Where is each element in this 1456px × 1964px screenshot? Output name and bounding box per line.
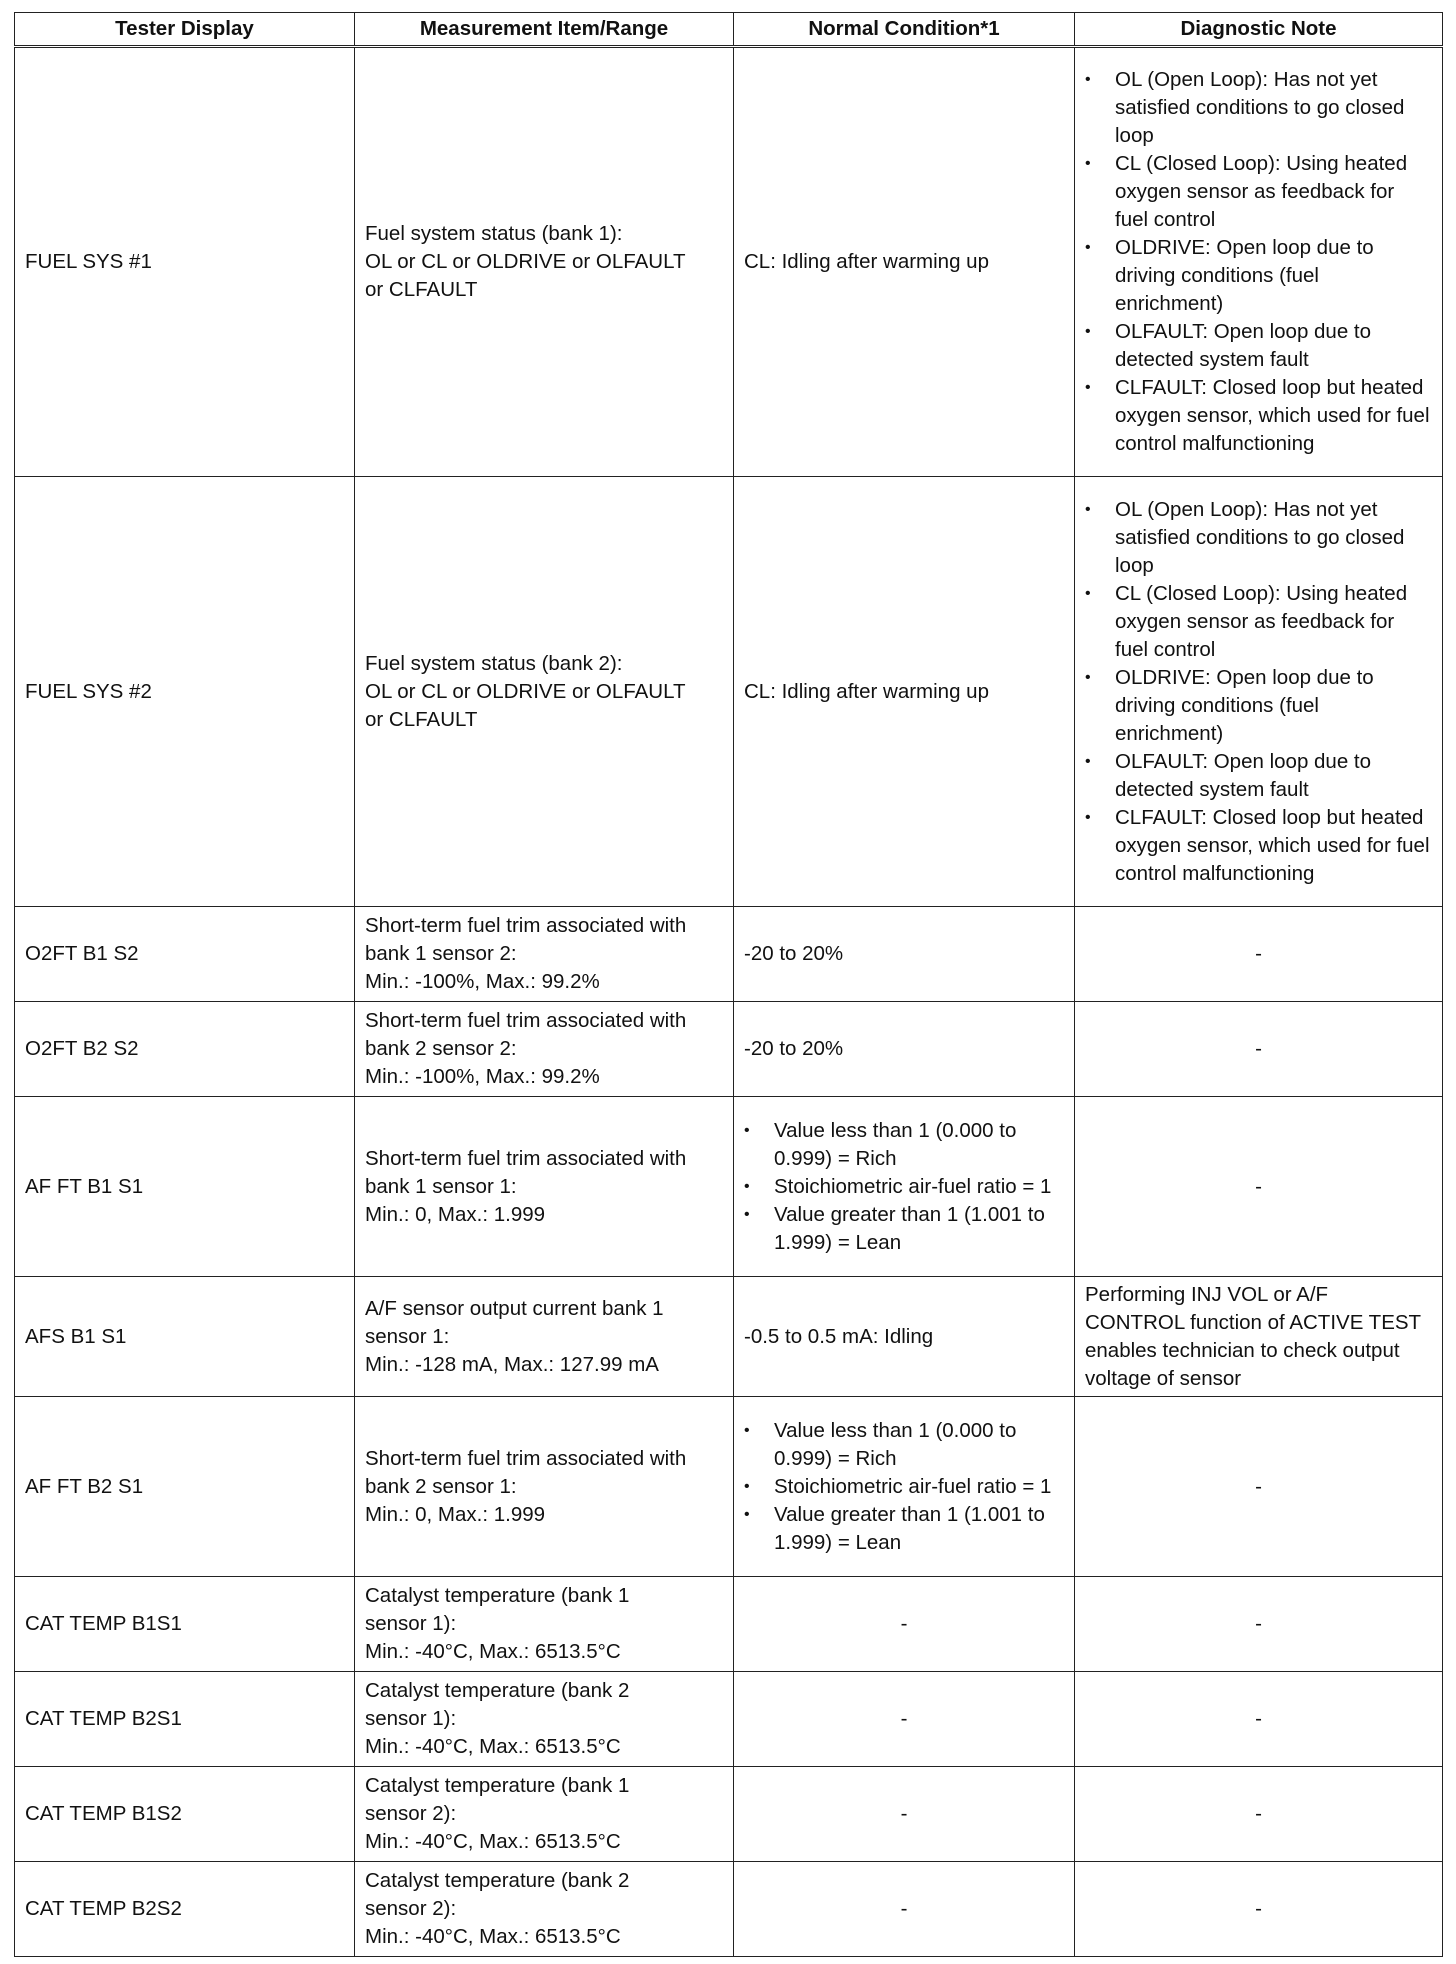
table-row — [15, 1862, 1443, 1957]
table-row — [15, 1002, 1443, 1097]
measurement-line: Min.: 0, Max.: 1.999 — [365, 1502, 546, 1526]
diagnostic-note-bullet: • CL (Closed Loop): Using heated oxygen sensor as feedback for fuel control — [1083, 580, 1432, 664]
header-tester-display: Tester Display — [15, 13, 355, 47]
cell-measurement-item-range — [355, 47, 734, 477]
header-row — [15, 13, 1443, 47]
normal-condition-bullet: • Value less than 1 (0.000 to 0.999) = Rich — [742, 1417, 1064, 1473]
table-row — [15, 1397, 1443, 1577]
diagnostic-note-bullet: • CL (Closed Loop): Using heated oxygen sensor as feedback for fuel control — [1083, 150, 1432, 234]
measurement-line: Min.: 0, Max.: 1.999 — [365, 1202, 546, 1226]
cell-tester-display: O2FT B1 S2 — [15, 907, 355, 1002]
cell-diagnostic-note — [1075, 477, 1443, 907]
diagnostic-note-bullet: • OLDRIVE: Open loop due to driving conditions (fuel enrichment) — [1083, 664, 1432, 748]
measurement-line: Catalyst temperature (bank 2 — [365, 1679, 630, 1702]
diagnostic-note-bullet: • OLFAULT: Open loop due to detected system fault — [1083, 318, 1432, 374]
table-row — [15, 1097, 1443, 1277]
measurement-line: sensor 1): — [365, 1707, 457, 1730]
measurement-line: OL or CL or OLDRIVE or OLFAULT — [365, 679, 686, 703]
measurement-line: sensor 2): — [365, 1897, 457, 1920]
measurement-line: Short-term fuel trim associated with — [365, 914, 687, 937]
diagnostic-note-bullet: • OLFAULT: Open loop due to detected system fault — [1083, 748, 1432, 804]
measurement-line: Catalyst temperature (bank 2 — [365, 1869, 630, 1892]
normal-condition-bullet: • Value less than 1 (0.000 to 0.999) = Rich — [742, 1117, 1064, 1173]
header-normal-condition: Normal Condition*1 — [734, 13, 1075, 47]
table-row — [15, 477, 1443, 907]
measurement-line: Min.: -40°C, Max.: 6513.5°C — [365, 1640, 621, 1663]
cell-normal-condition: CL: Idling after warming up — [734, 477, 1075, 907]
cell-tester-display: CAT TEMP B1S2 — [15, 1767, 355, 1862]
cell-diagnostic-note: - — [1075, 907, 1443, 1002]
diagnostic-note-list — [1083, 66, 1432, 458]
table-row — [15, 1672, 1443, 1767]
table-row — [15, 1577, 1443, 1672]
measurement-line: Min.: -40°C, Max.: 6513.5°C — [365, 1735, 621, 1758]
cell-normal-condition: - — [734, 1767, 1075, 1862]
cell-measurement-item-range — [355, 1862, 734, 1957]
table-row — [15, 1277, 1443, 1397]
measurement-line: A/F sensor output current bank 1 — [365, 1296, 664, 1320]
normal-condition-list — [742, 1117, 1064, 1257]
cell-tester-display: CAT TEMP B1S1 — [15, 1577, 355, 1672]
cell-diagnostic-note: - — [1075, 1577, 1443, 1672]
measurement-line: bank 1 sensor 1: — [365, 1174, 517, 1198]
cell-measurement-item-range — [355, 1397, 734, 1577]
cell-tester-display: AFS B1 S1 — [15, 1277, 355, 1397]
cell-measurement-item-range — [355, 1002, 734, 1097]
table-row — [15, 907, 1443, 1002]
measurement-line: Min.: -128 mA, Max.: 127.99 mA — [365, 1352, 659, 1376]
table-body — [15, 47, 1443, 1957]
normal-condition-bullet: • Stoichiometric air-fuel ratio = 1 — [742, 1473, 1064, 1501]
cell-diagnostic-note: - — [1075, 1397, 1443, 1577]
cell-diagnostic-note: - — [1075, 1672, 1443, 1767]
measurement-line: Short-term fuel trim associated with — [365, 1146, 687, 1170]
cell-normal-condition: -20 to 20% — [734, 907, 1075, 1002]
header-measurement-item-range: Measurement Item/Range — [355, 13, 734, 47]
measurement-line: bank 2 sensor 1: — [365, 1474, 517, 1498]
measurement-line: Min.: -40°C, Max.: 6513.5°C — [365, 1830, 621, 1853]
cell-tester-display: FUEL SYS #2 — [15, 477, 355, 907]
measurement-line: Short-term fuel trim associated with — [365, 1009, 687, 1032]
cell-measurement-item-range — [355, 1277, 734, 1397]
measurement-line: bank 2 sensor 2: — [365, 1037, 517, 1060]
cell-diagnostic-note — [1075, 47, 1443, 477]
measurement-line: Catalyst temperature (bank 1 — [365, 1774, 630, 1797]
diagnostic-note-bullet: • OL (Open Loop): Has not yet satisfied conditions to go closed loop — [1083, 66, 1432, 150]
cell-tester-display: AF FT B2 S1 — [15, 1397, 355, 1577]
cell-diagnostic-note: - — [1075, 1002, 1443, 1097]
measurement-line: Min.: -100%, Max.: 99.2% — [365, 1065, 600, 1088]
cell-normal-condition — [734, 1097, 1075, 1277]
normal-condition-bullet: • Stoichiometric air-fuel ratio = 1 — [742, 1173, 1064, 1201]
measurement-line: Min.: -40°C, Max.: 6513.5°C — [365, 1925, 621, 1948]
cell-measurement-item-range — [355, 477, 734, 907]
diagnostic-note-bullet: • OL (Open Loop): Has not yet satisfied conditions to go closed loop — [1083, 496, 1432, 580]
measurement-line: or CLFAULT — [365, 278, 478, 301]
measurement-line: or CLFAULT — [365, 707, 478, 731]
cell-normal-condition: -0.5 to 0.5 mA: Idling — [734, 1277, 1075, 1397]
measurement-line: Catalyst temperature (bank 1 — [365, 1584, 630, 1607]
diagnostic-note-bullet: • OLDRIVE: Open loop due to driving conditions (fuel enrichment) — [1083, 234, 1432, 318]
measurement-line: Short-term fuel trim associated with — [365, 1446, 687, 1470]
cell-tester-display: CAT TEMP B2S2 — [15, 1862, 355, 1957]
cell-measurement-item-range — [355, 1767, 734, 1862]
measurement-line: bank 1 sensor 2: — [365, 942, 517, 965]
table-row — [15, 1767, 1443, 1862]
cell-tester-display: AF FT B1 S1 — [15, 1097, 355, 1277]
header-diagnostic-note: Diagnostic Note — [1075, 13, 1443, 47]
cell-normal-condition — [734, 1397, 1075, 1577]
normal-condition-list — [742, 1417, 1064, 1557]
cell-diagnostic-note: - — [1075, 1862, 1443, 1957]
cell-tester-display: O2FT B2 S2 — [15, 1002, 355, 1097]
cell-measurement-item-range — [355, 1672, 734, 1767]
cell-diagnostic-note: - — [1075, 1097, 1443, 1277]
cell-measurement-item-range — [355, 907, 734, 1002]
cell-tester-display: FUEL SYS #1 — [15, 47, 355, 477]
diagnostic-note-list — [1083, 496, 1432, 888]
normal-condition-bullet: • Value greater than 1 (1.001 to 1.999) = Lean — [742, 1501, 1064, 1557]
cell-normal-condition: -20 to 20% — [734, 1002, 1075, 1097]
cell-tester-display: CAT TEMP B2S1 — [15, 1672, 355, 1767]
diagnostic-data-table — [14, 12, 1443, 1957]
measurement-line: Min.: -100%, Max.: 99.2% — [365, 970, 600, 993]
normal-condition-bullet: • Value greater than 1 (1.001 to 1.999) = Lean — [742, 1201, 1064, 1257]
measurement-line: sensor 1): — [365, 1612, 457, 1635]
cell-measurement-item-range — [355, 1577, 734, 1672]
cell-diagnostic-note: Performing INJ VOL or A/F CONTROL function of ACTIVE TEST enables technician to check output voltage of sensor — [1075, 1277, 1443, 1397]
cell-diagnostic-note: - — [1075, 1767, 1443, 1862]
cell-normal-condition: - — [734, 1577, 1075, 1672]
table-row — [15, 47, 1443, 477]
cell-normal-condition: CL: Idling after warming up — [734, 47, 1075, 477]
measurement-line: Fuel system status (bank 2): — [365, 651, 623, 675]
table-header — [15, 13, 1443, 47]
measurement-line: sensor 2): — [365, 1802, 457, 1825]
diagnostic-note-bullet: • CLFAULT: Closed loop but heated oxygen sensor, which used for fuel control malfunctioning — [1083, 804, 1432, 888]
cell-measurement-item-range — [355, 1097, 734, 1277]
measurement-line: OL or CL or OLDRIVE or OLFAULT — [365, 250, 686, 273]
measurement-line: sensor 1: — [365, 1324, 450, 1348]
cell-normal-condition: - — [734, 1862, 1075, 1957]
cell-normal-condition: - — [734, 1672, 1075, 1767]
diagnostic-note-bullet: • CLFAULT: Closed loop but heated oxygen sensor, which used for fuel control malfunctioning — [1083, 374, 1432, 458]
measurement-line: Fuel system status (bank 1): — [365, 222, 623, 245]
